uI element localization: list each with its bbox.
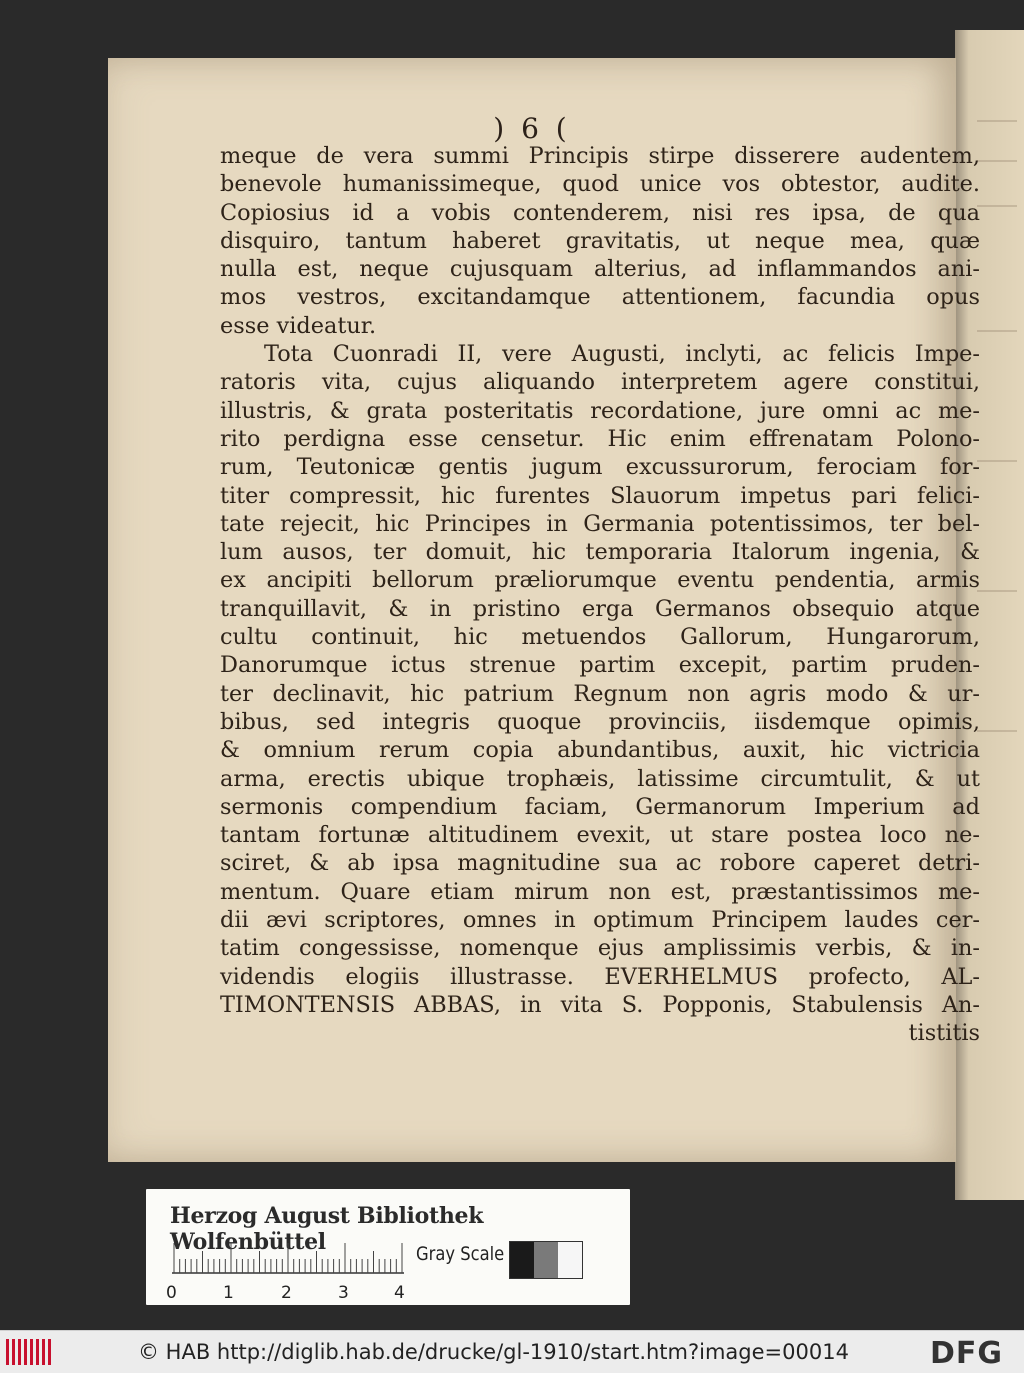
text-line: lum ausos, ter domuit, hic temporaria Italorum ingenia, & <box>220 539 980 566</box>
text-line: Danorumque ictus strenue partim excepit, partim pruden- <box>220 652 980 679</box>
ruler-label: 4 <box>394 1283 405 1303</box>
dfg-logo: DFG <box>930 1336 1004 1371</box>
color-calibration-card <box>146 1189 630 1305</box>
text-line: rito perdigna esse censetur. Hic enim effrenatam Polono- <box>220 425 980 452</box>
text-line: Copiosius id a vobis contenderem, nisi res ipsa, de qua <box>220 199 980 226</box>
text-line: mos vestros, excitandamque attentionem, facundia opus <box>220 284 980 311</box>
gray-swatch <box>534 1242 558 1278</box>
text-line: ex ancipiti bellorum præliorumque eventu pendentia, armis <box>220 567 980 594</box>
text-line: bibus, sed integris quoque provinciis, iisdemque opimis, <box>220 708 980 735</box>
card-title: Herzog August Bibliothek Wolfenbüttel <box>170 1203 484 1255</box>
text-line: tate rejecit, hic Principes in Germania potentissimos, ter bel- <box>220 510 980 537</box>
gray-swatch <box>510 1242 534 1278</box>
book-page <box>108 58 980 1162</box>
text-line: Tota Cuonradi II, vere Augusti, inclyti, ac felicis Impe- <box>264 341 980 368</box>
text-line: ratoris vita, cujus aliquando interpretem agere constitui, <box>220 369 980 396</box>
ruler-label: 3 <box>338 1283 349 1303</box>
text-line: & omnium rerum copia abundantibus, auxit, hic victricia <box>220 737 980 764</box>
ruler <box>172 1239 404 1279</box>
text-line: nulla est, neque cujusquam alterius, ad inflammandos ani- <box>220 256 980 283</box>
text-line: videndis elogiis illustrasse. EVERHELMUS profecto, AL- <box>220 963 980 990</box>
text-line: tantam fortunæ altitudinem evexit, ut stare postea loco ne- <box>220 822 980 849</box>
text-line: meque de vera summi Principis stirpe disserere audentem, <box>220 143 980 169</box>
page-text <box>220 142 980 1048</box>
ruler-label: 0 <box>166 1283 177 1303</box>
text-line: tatim congessisse, nomenque ejus amplissimis verbis, & in- <box>220 935 980 962</box>
text-line: illustris, & grata posteritatis recordatione, jure omni ac me- <box>220 397 980 424</box>
text-line: dii ævi scriptores, omnes in optimum Principem laudes cer- <box>220 907 980 934</box>
text-line: tranquillavit, & in pristino erga Germanos obsequio atque <box>220 595 980 622</box>
text-line: benevole humanissimeque, quod unice vos obtestor, audite. <box>220 171 980 198</box>
text-line: sermonis compendium faciam, Germanorum Imperium ad <box>220 793 980 820</box>
gray-scale-swatches <box>509 1241 583 1279</box>
page-number: ) 6 ( <box>493 112 571 145</box>
text-line: mentum. Quare etiam mirum non est, præstantissimos me- <box>220 878 980 905</box>
ruler-label: 2 <box>281 1283 292 1303</box>
gray-scale-label: Gray Scale <box>416 1243 505 1265</box>
text-line: TIMONTENSIS ABBAS, in vita S. Popponis, Stabulensis An- <box>220 991 980 1018</box>
text-line: sciret, & ab ipsa magnitudine sua ac robore caperet detri- <box>220 850 980 877</box>
text-line: arma, erectis ubique trophæis, latissime circumtulit, & ut <box>220 765 980 792</box>
text-line: tistitis <box>908 1020 980 1047</box>
gray-swatch <box>558 1242 582 1278</box>
text-line: rum, Teutonicæ gentis jugum excussurorum, ferociam for- <box>220 454 980 481</box>
copyright-url[interactable]: © HAB http://diglib.hab.de/drucke/gl-1910/start.htm?image=00014 <box>138 1340 849 1364</box>
text-line: titer compressit, hic furentes Slauorum impetus pari felici- <box>220 482 980 509</box>
text-line: disquiro, tantum haberet gravitatis, ut neque mea, quæ <box>220 227 980 254</box>
hab-barcode-icon <box>6 1339 51 1365</box>
footer-bar <box>0 1330 1024 1373</box>
text-line: cultu continuit, hic metuendos Gallorum, Hungarorum, <box>220 624 980 651</box>
text-line: esse videatur. <box>220 312 377 339</box>
ruler-label: 1 <box>223 1283 234 1303</box>
text-line: ter declinavit, hic patrium Regnum non agris modo & ur- <box>220 680 980 707</box>
